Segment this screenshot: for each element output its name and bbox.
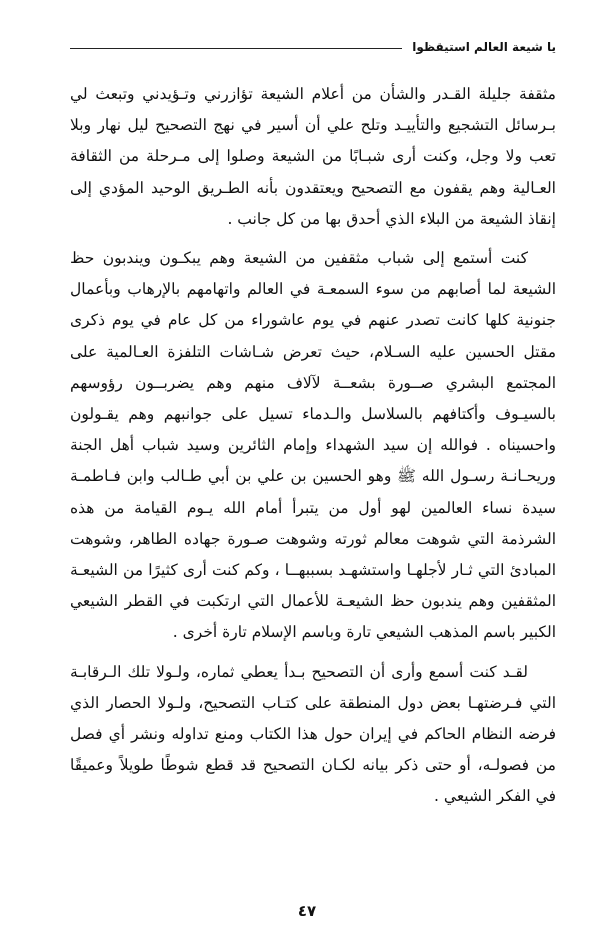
paragraph-1: مثقفة جليلة القـدر والشأن من أعلام الشيعة تؤازرني وتـؤيدني وتبعث لي بـرسائل التشجيع والتأييـد وتلح علي أن أسير في نهج التصحيح ليل نهار وبلا تعب ولا وجل، وكنت أرى شبـابًا من الشيعة وصلوا إلى مـرحلة من الثقافة العـالية وهم يقفون مع التصحيح ويعتقدون بأنه الطـريق الوحيد المؤدي إلى إنقاذ الشيعة من البلاء الذي أحدق بها من كل جانب . bbox=[70, 85, 556, 228]
paragraph-3: لقـد كنت أسمع وأرى أن التصحيح بـدأ يعطي ثماره، ولـولا تلك الـرقابـة التي فـرضتهـا بعض دول المنطقة على كتـاب التصحيح، ولـولا الحصار الذي فرضه النظام الحاكم في إيران حول هذا الكتاب ومنع تداوله ونشر أي فصل من فصولـه، أو حتى ذكر بيانه لكـان التصحيح قد قطع شوطًا طويلاً وعميقًا في الفكر الشيعي . bbox=[70, 662, 556, 806]
running-title: يا شيعة العالم استيقظوا bbox=[412, 40, 556, 54]
page-number: ٤٧ bbox=[297, 902, 317, 920]
body-text bbox=[70, 79, 556, 813]
running-header bbox=[70, 34, 556, 60]
header-rule bbox=[70, 48, 402, 49]
paragraph-2: كنت أستمع إلى شباب مثقفين من الشيعة وهم يبكـون ويندبون حظ الشيعة لما أصابهم من سوء السمعـة في العالم واتهامهم بالإرهاب وبأعمال جنونية كلها كانت تصدر عنهم في يوم عاشوراء من كل عام في يوم ذكرى مقتل الحسين عليه السـلام، حيث تعرض شـاشات التلفزة العـالمية على المجتمع البشري صــورة بشعــة لآلاف منهم وهم يضربــون رؤوسهم بالسيـوف وأكتافهم بالسلاسل والـدماء تسيل على جوانبهم وهم يقـولون واحسيناه . فوالله إن سيد الشهداء وإمام الثائرين وسيد شباب أهل الجنة وريحـانـة رسـول الله ﷺ وهو الحسين بن علي بن أبي طـالب وابن فـاطمـة سيدة نساء العالمين لهو أول من يتبرأ أمام الله يـوم القيامة من هذه الشرذمة التي شوهت معالم ثورته وشوهت صـورة جهاده الطاهر، وشوهت المبادئ التي ثـار لأجلهـا واستشهـد بسببهــا ، وكم كنت أرى كثيرًا من الشيعـة المثقفين وهم يندبون حظ الشيعـة للأعمال التي ارتكبت في القطر الشيعي الكبير باسم المذهب الشيعي تارة وباسم الإسلام تارة أخرى . bbox=[70, 249, 556, 642]
